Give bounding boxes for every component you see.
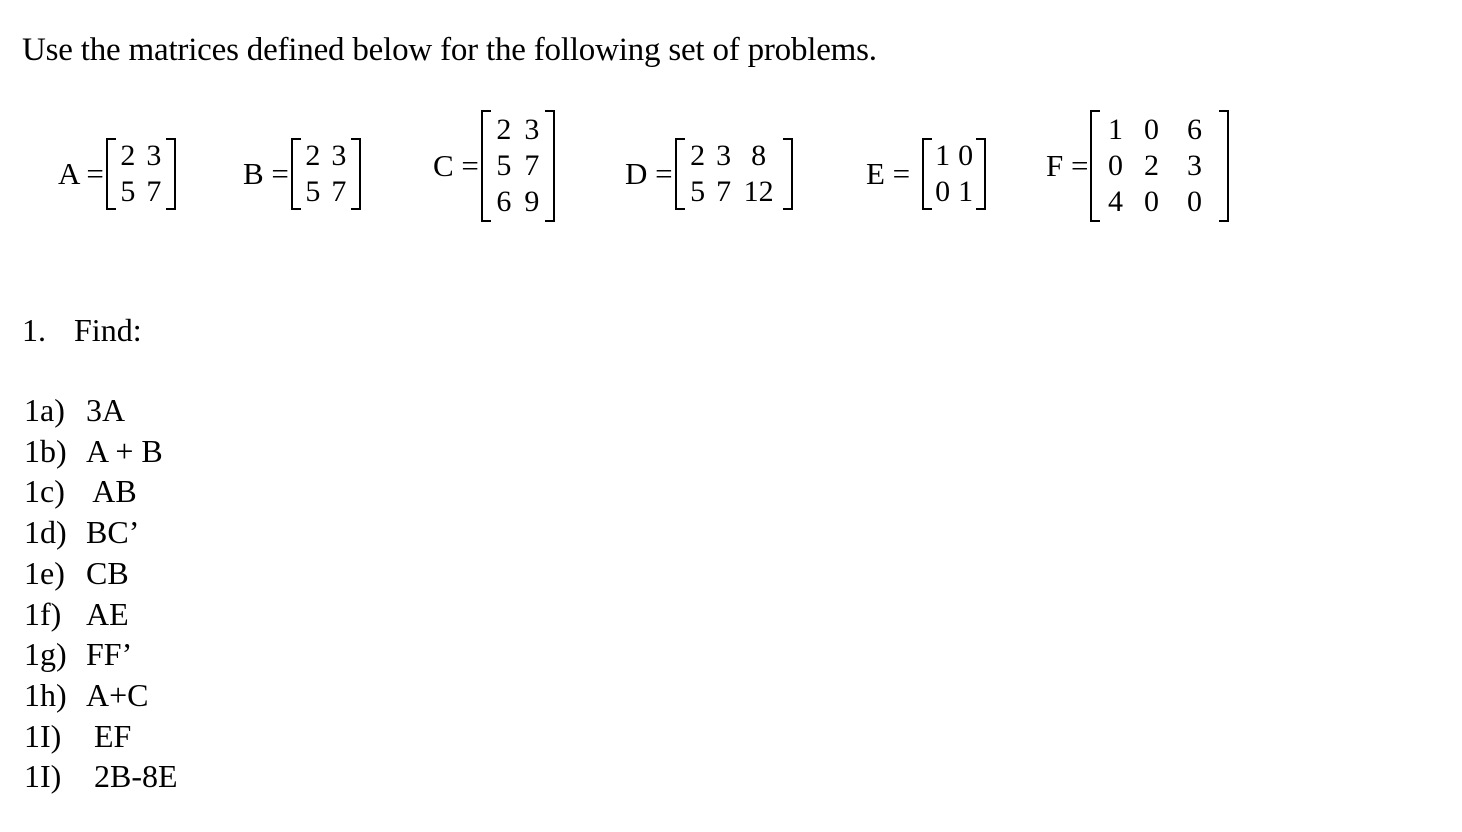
matrix-cell: 0 [958,139,974,172]
list-item [24,634,178,675]
problem-label: 1I) [24,758,62,795]
matrix-a [58,138,176,210]
matrix-cell: 4 [1107,185,1123,218]
intro-text: Use the matrices defined below for the following set of problems. [22,32,877,68]
problem-expression: AB [86,473,137,510]
matrix-cell: 5 [305,175,321,208]
matrix-e-label: E = [866,156,911,191]
problem-expression: 2B-8E [86,758,178,795]
matrix-cell: 9 [524,185,540,218]
matrix-row [1099,148,1217,184]
matrix-row [1099,112,1217,148]
matrix-f [1046,110,1229,222]
matrix-c-body [481,110,555,222]
problem-expression: A + B [86,432,163,469]
problem-expression: AE [86,595,129,632]
matrix-c-label: C = [433,148,479,183]
matrix-cell: 3 [331,139,347,172]
matrix-row [490,148,546,184]
list-item [24,716,178,757]
matrix-row [300,174,352,210]
matrix-cell: 3 [716,139,732,172]
matrix-cell: 7 [331,175,347,208]
list-item [24,553,178,594]
problem-expression: EF [86,717,132,754]
matrix-cell: 7 [146,175,162,208]
matrix-cell: 12 [743,175,774,208]
matrix-f-body [1090,110,1229,222]
matrix-cell: 0 [1143,113,1159,146]
problem-label: 1h) [24,676,67,713]
problem-label: 1a) [24,392,65,428]
matrix-f-label: F = [1046,148,1089,183]
list-item [24,756,178,797]
matrix-cell: 5 [120,175,136,208]
problem-label: 1e) [24,554,65,591]
list-item [24,390,178,431]
matrix-b [243,138,361,210]
problem-label: 1d) [24,514,67,551]
matrix-row [931,174,977,210]
problem-list [24,390,178,797]
question-text: Find: [74,312,142,348]
question-heading [22,308,142,352]
matrix-d-label: D = [625,156,673,191]
matrix-cell: 8 [751,139,767,172]
matrix-cell: 2 [120,139,136,172]
problem-label: 1g) [24,636,67,673]
matrix-e [866,138,986,210]
matrix-cell: 5 [496,149,512,182]
problem-label: 1b) [24,432,67,469]
list-item [24,512,178,553]
matrix-row [115,174,167,210]
problem-label: 1c) [24,473,65,510]
matrix-cell: 6 [1186,113,1202,146]
matrix-cell: 7 [716,175,732,208]
matrix-cell: 2 [690,139,706,172]
matrix-cell: 1 [958,175,974,208]
problem-expression: 3A [86,392,126,428]
list-item [24,594,178,635]
matrix-e-body [922,138,986,210]
matrix-cell: 0 [1107,149,1123,182]
question-number: 1. [22,312,46,348]
problem-label: 1I) [24,717,62,754]
matrix-row [687,138,779,174]
list-item [24,431,178,472]
problem-expression: FF’ [86,636,133,673]
matrix-cell: 2 [1143,149,1159,182]
matrix-row [490,184,546,220]
matrix-b-label: B = [243,156,289,191]
list-item [24,675,178,716]
problem-label: 1f) [24,595,62,632]
matrix-c [433,110,555,222]
matrix-cell: 3 [1186,149,1202,182]
matrix-cell: 0 [1143,185,1159,218]
matrix-row [115,138,167,174]
matrix-cell: 0 [1186,185,1202,218]
matrix-a-body [106,138,176,210]
matrix-cell: 0 [935,175,951,208]
matrix-cell: 6 [496,185,512,218]
matrix-d [625,138,793,210]
list-item [24,471,178,512]
matrix-row [1099,184,1217,220]
matrix-cell: 2 [496,113,512,146]
matrix-cell: 5 [690,175,706,208]
matrix-cell: 1 [1107,113,1123,146]
matrix-row [931,138,977,174]
matrix-row [300,138,352,174]
problem-expression: BC’ [86,514,140,551]
matrix-cell: 3 [146,139,162,172]
matrix-b-body [291,138,361,210]
problem-expression: A+C [86,676,149,713]
matrix-row [490,112,546,148]
matrix-cell: 2 [305,139,321,172]
matrix-cell: 1 [935,139,951,172]
matrix-row [687,174,779,210]
matrix-cell: 7 [524,149,540,182]
problem-expression: CB [86,554,129,591]
matrix-a-label: A = [58,156,104,191]
matrix-d-body [675,138,793,210]
matrix-cell: 3 [524,113,540,146]
